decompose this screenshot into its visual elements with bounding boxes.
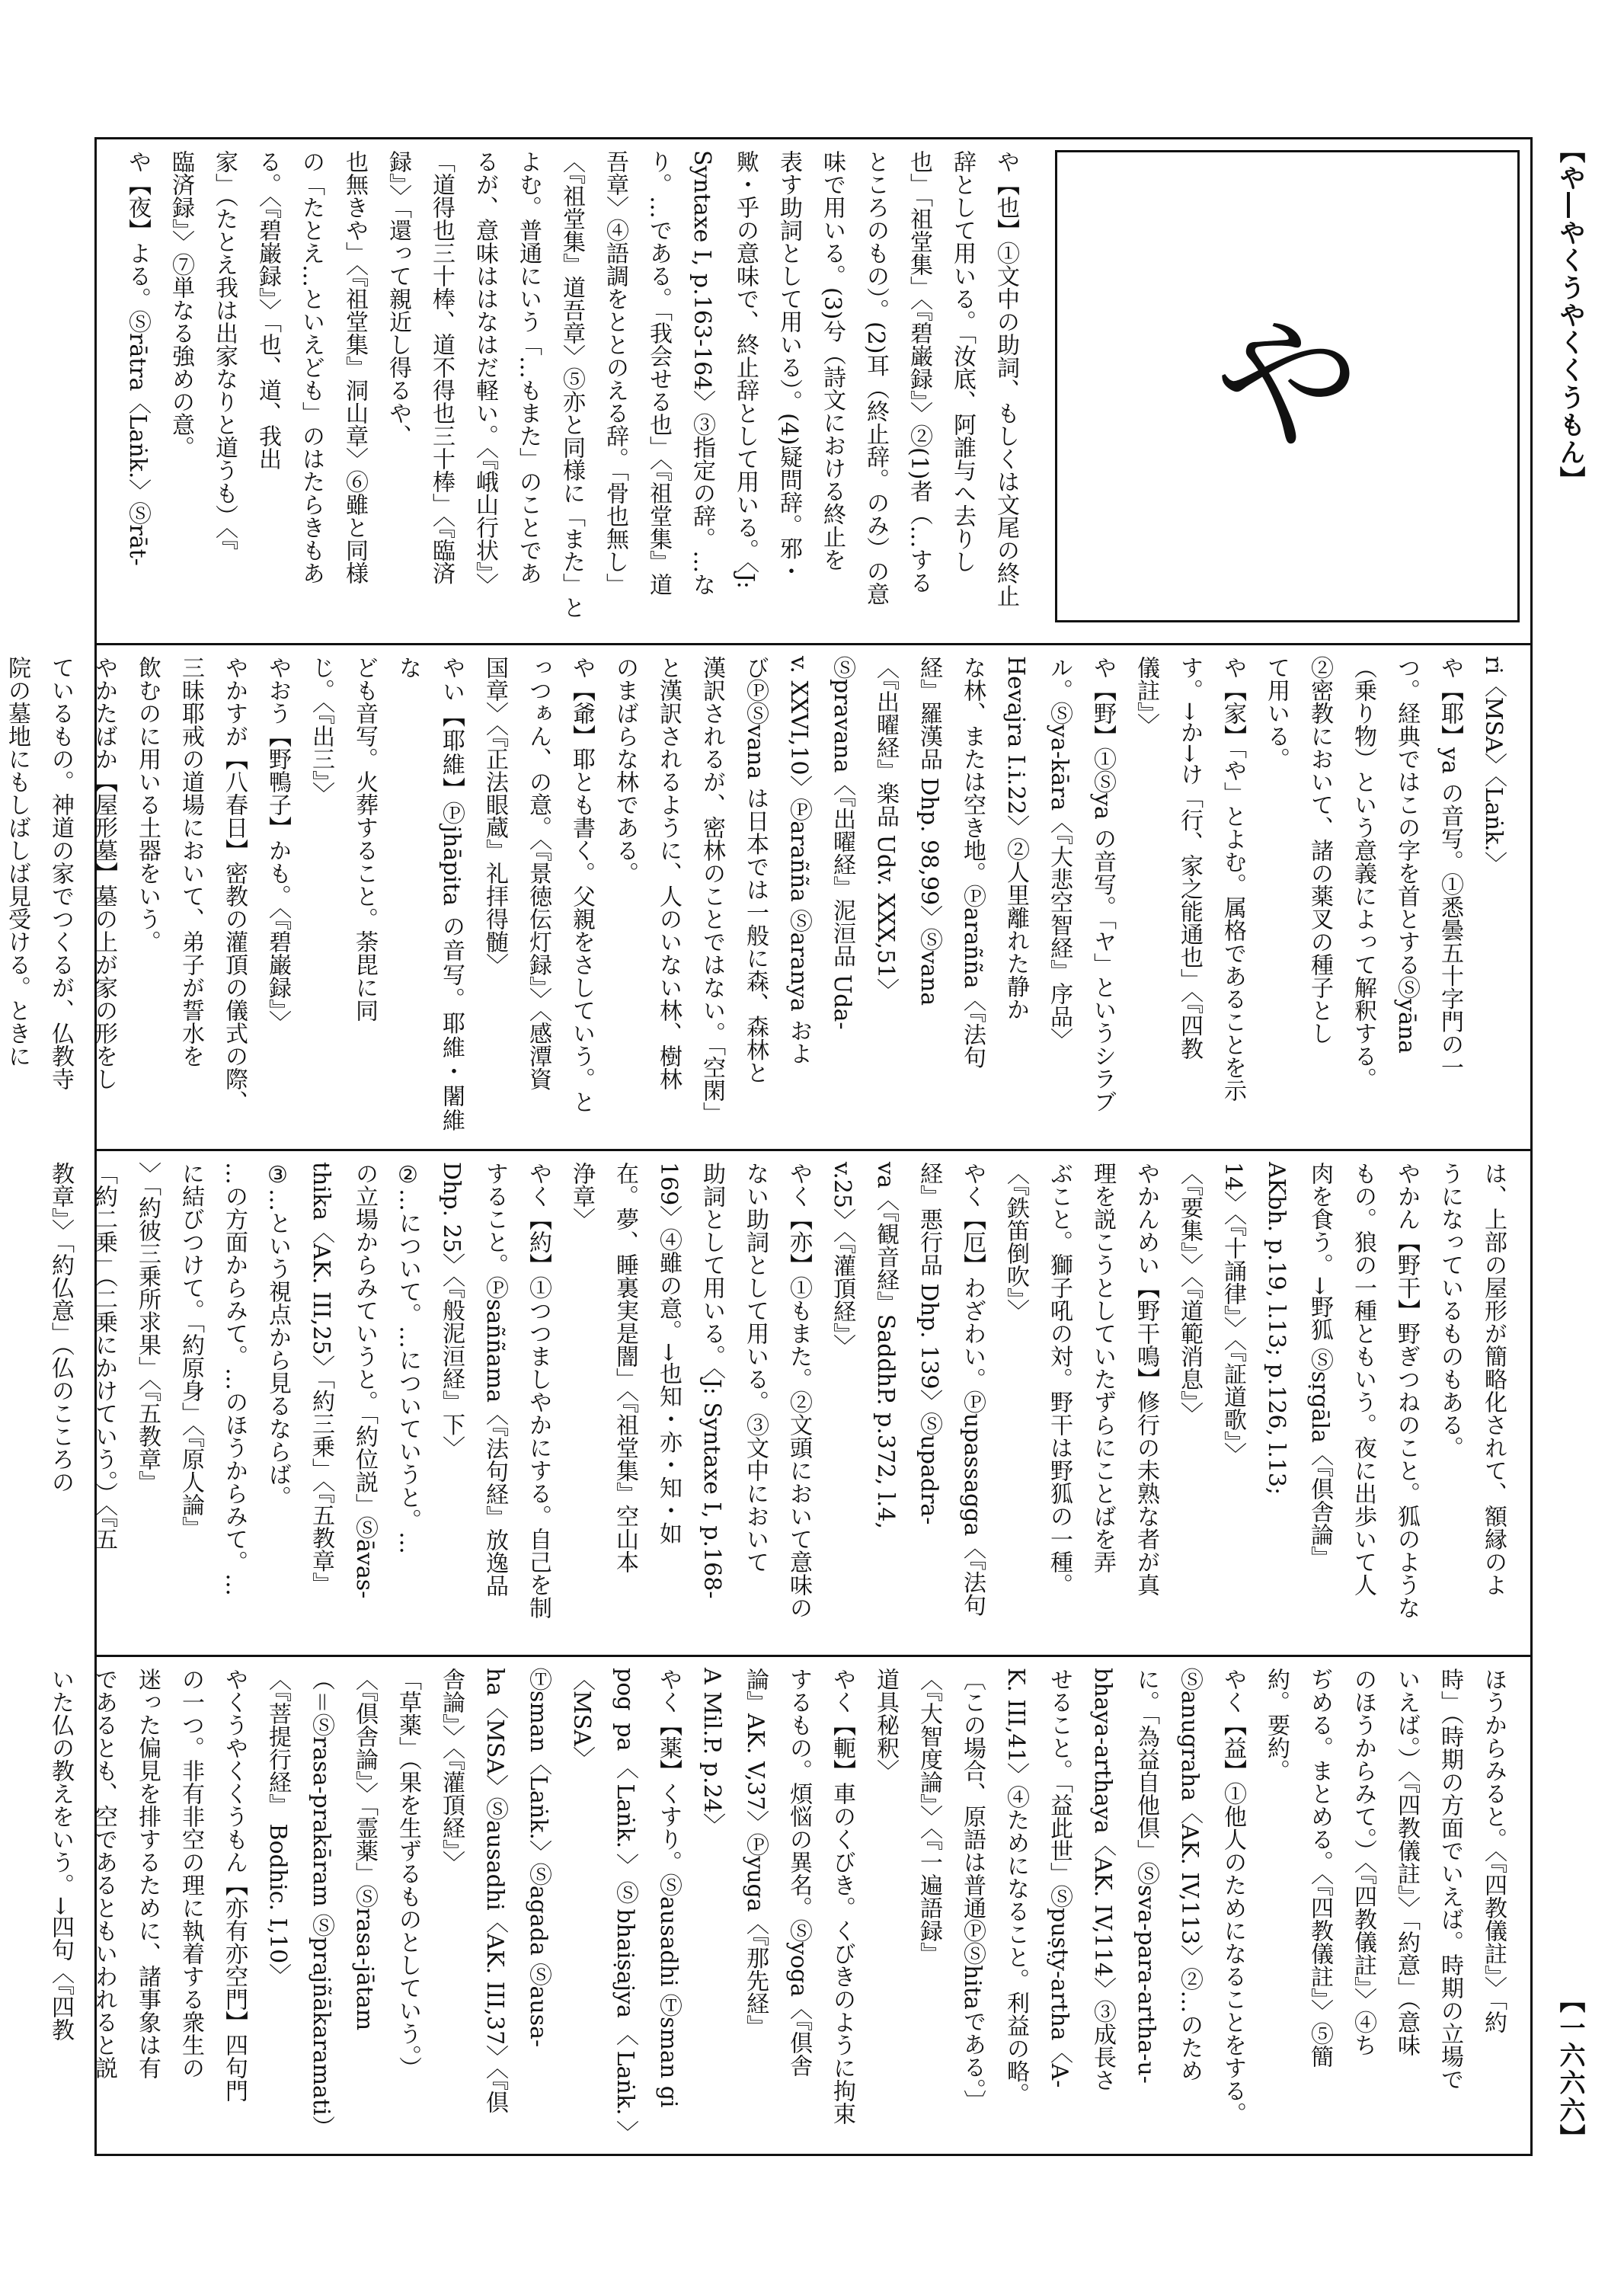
- text-column: るが、意味ははなはだ軽い。〈『峨山行状』〉: [472, 150, 498, 596]
- text-column: や【家】「や」とよむ。属格であることを示: [1220, 656, 1246, 1102]
- text-column: やくうやくくうもん【亦有亦空門】四句門: [221, 1668, 248, 2102]
- text-column: AKbh. p.19, l.13; p.126, l.13;: [1263, 1162, 1290, 1496]
- text-column: っつぁん、の意。〈『景徳伝灯録』〉〈感潭資: [525, 656, 551, 1090]
- text-column: 「約二乗」（二乗にかけていう。）〈『五: [91, 1162, 117, 1550]
- text-column: もの。狼の一種ともいう。夜に出歩いて人: [1350, 1162, 1376, 1596]
- text-column: のまばらな林である。: [612, 656, 638, 885]
- text-column: 漢訳されるが、密林のことではない。「空閑」: [699, 656, 725, 1125]
- text-column: A Mil.P. p.24〉: [699, 1668, 725, 1836]
- text-column: 約。要約。: [1263, 1668, 1290, 1782]
- text-column: やく【亦】①もまた。②文頭において意味の: [785, 1162, 812, 1619]
- text-column: 道具秘釈〉: [872, 1668, 899, 1782]
- text-column: 助詞として用いる。〈J: Syntaxe I, p.168-: [699, 1162, 725, 1599]
- text-column: 迷った偏見を排するために、諸事象は有: [134, 1668, 161, 2079]
- text-column: に。「為益自他倶」Ⓢsva-para-artha-u-: [1133, 1668, 1159, 2084]
- text-column: よむ。普通にいう「…もまた」のことであ: [515, 150, 542, 584]
- page-frame: [4, 137, 1533, 2156]
- text-column: いえば。）〈『四教儀註』〉「約意」（意味: [1393, 1668, 1420, 2056]
- text-column: 歟・乎の意味で、終止辞として用いる。〈J:: [732, 150, 759, 589]
- text-column: thika〈AK. III,25〉「約三乗」〈『五教章』: [308, 1162, 334, 1595]
- tier-3: [47, 1151, 1530, 1657]
- text-column: ほうからみると。〈『四教儀註』〉「約: [1480, 1668, 1507, 2033]
- text-column: 録』〉「還って親近し得るや、: [385, 150, 411, 447]
- text-column: の立場からみていうと。「約位説」Ⓢāvas-: [351, 1162, 378, 1599]
- text-column: （乗り物）という意義によって解釈する。: [1350, 656, 1376, 1090]
- text-column: 三昧耶戒の道場において、弟子が誓水を: [177, 656, 204, 1067]
- text-column: 〈『出曜経』楽品 Udv. XXX,51〉: [872, 656, 899, 1002]
- text-column: ているもの。神道の家でつくるが、仏教寺: [47, 656, 74, 1090]
- text-column: 舎論』〉〈『灌頂経』〉: [438, 1668, 465, 1873]
- text-column: 也無きや」〈『祖堂集』洞山章〉⑥雖と同様: [341, 150, 368, 584]
- text-column: やおう【野鴨子】かも。〈『碧巌録』〉: [264, 656, 291, 1033]
- text-column: 経』悪行品 Dhp. 139〉Ⓢupadra-: [916, 1162, 942, 1525]
- text-column: 〔この場合、原語は普通ⓅⓈhitaである。〕: [959, 1668, 986, 2113]
- text-column: 〈『大智度論』〉〈『一遍語録』: [916, 1668, 942, 1965]
- text-column: 国章〉〈『正法眼蔵』礼拝得髄〉: [481, 656, 508, 976]
- text-column: 〈『倶舎論』〉「霊薬」Ⓢrasa-jātam: [351, 1668, 378, 2031]
- text-column: すること。Ⓟsaññama〈『法句経』放逸品: [481, 1162, 508, 1598]
- text-column: びⓅⓈvana は日本では一般に森、森林と: [742, 656, 769, 1084]
- kana-heading: や: [1214, 302, 1360, 470]
- text-column: やい【耶維】Ⓟjhāpita の音写。耶維・闍維な: [395, 656, 465, 1131]
- text-column: va〈『観音経』SaddhP. p.372, l.4,: [872, 1162, 899, 1530]
- text-column: やく【軛】車のくびき。くびきのように拘束: [829, 1668, 855, 2125]
- text-column: K. III,41〉④ためになること。利益の略。: [1002, 1668, 1029, 2106]
- text-column: 肉を食う。→野狐 Ⓢsṛgāla〈『倶舎論』: [1306, 1162, 1333, 1569]
- text-column: 在。夢、睡裏実是闇」〈『祖堂集』空山本: [612, 1162, 638, 1573]
- text-column: や【野】①Ⓢya の音写。「ヤ」というシラブ: [1089, 656, 1116, 1113]
- text-column: ri〈MSA〉〈Laṅk.〉: [1480, 656, 1507, 875]
- text-column: す。→か→け「行、家之能通也」〈『四教: [1176, 656, 1203, 1061]
- text-column: じ。〈『出三』〉: [308, 656, 334, 805]
- text-column: 論』AK. V,37〉Ⓟyuga〈『那先経』: [742, 1668, 769, 2038]
- text-column: やく【厄】わざわい。Ⓟupassagga〈『法句: [959, 1162, 986, 1617]
- text-column: の「たとえ…といえども」のはたらきもあ: [298, 150, 324, 584]
- text-column: 「草薬」（果を生ずるものとしていう。）: [395, 1668, 421, 2079]
- text-column: Ⓢpravana〈『出曜経』泥洹品 Uda-: [829, 656, 855, 1030]
- text-column: やく【益】①他人のためになることをする。: [1220, 1668, 1246, 2125]
- text-column: v. XXVI,10〉Ⓟarañña Ⓢaranya およ: [785, 656, 812, 1065]
- text-column: 経』羅漢品 Dhp. 98,99〉Ⓢvana: [916, 656, 942, 1006]
- text-column: 院の墓地にもしばしば見受ける。ときに: [4, 656, 30, 1067]
- text-column: ③…という視点から見るならば。: [264, 1162, 291, 1508]
- text-column: 味で用いる。(3)兮（詩文における終止を: [819, 150, 846, 571]
- text-column: や【爺】耶とも書く。父親をさしていう。と: [568, 656, 595, 1113]
- text-column: bhaya-arthaya〈AK. IV,114〉③成長さ: [1089, 1668, 1116, 2091]
- text-column: と漢訳されるように、人のいない林、樹林: [655, 656, 682, 1090]
- text-column: いた仏の教えをいう。→四句〈『四教: [47, 1668, 74, 2042]
- tier-text: [39, 1668, 1515, 2143]
- text-column: な林、または空き地。Ⓟarañña〈『法句: [959, 656, 986, 1069]
- text-column: 〈『祖堂集』道吾章〉⑤亦と同様に「また」と: [558, 150, 585, 619]
- text-column: せること。「益此世」Ⓢpuṣṭy-artha〈A-: [1046, 1668, 1073, 2088]
- text-column: ル。Ⓢya-kāra〈『大悲空智経』序品〉: [1046, 656, 1073, 1051]
- text-column: Hevajra I.i.22〉②人里離れた静か: [1002, 656, 1029, 1021]
- text-column: Syntaxe I, p.163-164〉③指定の辞。…な: [689, 150, 715, 597]
- text-column: Ⓢanugraha〈AK. IV,113〉②…のため: [1176, 1668, 1203, 2082]
- kana-heading-box: [1055, 150, 1520, 622]
- text-column: やかんめい【野干鳴】修行の未熟な者が真: [1133, 1162, 1159, 1596]
- text-column: 儀註』〉: [1133, 656, 1159, 736]
- text-column: 〉「約彼三乗所求果」〈『五教章』: [134, 1162, 161, 1493]
- text-column: であるとも、空であるともいわれると説: [91, 1668, 117, 2079]
- text-column: やかたばか【屋形墓】墓の上が家の形をし: [91, 656, 117, 1090]
- text-column: 14〉〈『十誦律』〉〈『証道歌』〉: [1220, 1162, 1246, 1466]
- text-column: ぢめる。まとめる。〈『四教儀註』〉⑤簡: [1306, 1668, 1333, 2068]
- text-column: やかん【野干】野ぎつねのこと。狐のような: [1393, 1162, 1420, 1619]
- text-column: ども音写。火葬すること。荼毘に同: [351, 656, 378, 1022]
- text-column: ②密教において、諸の薬叉の種子とし: [1306, 656, 1333, 1045]
- text-column: 飲むのに用いる土器をいう。: [134, 656, 161, 953]
- text-column: 吾章〉④語調をととのえる辞。「骨也無し」: [602, 150, 628, 596]
- text-column: 時」（時期の方面でいえば。時期の立場で: [1437, 1668, 1463, 2091]
- text-column: の一つ。非有非空の理に執着する衆生の: [177, 1668, 204, 2079]
- text-column: Dhp. 25〉〈『般泥洹経』下〉: [438, 1162, 465, 1459]
- text-column: pog pa〈Laṅk.〉Ⓢbhaiṣajya〈Laṅk.〉〈MSA〉: [568, 1668, 638, 2143]
- tier-1: [97, 139, 1530, 645]
- text-column: 「道得也三十棒、道不得也三十棒」〈『臨済: [428, 150, 455, 584]
- text-column: 教章』〉「約仏意」（仏のこころの: [47, 1162, 74, 1493]
- tier-text: [39, 1162, 1515, 1637]
- text-column: Ⓣsman〈Laṅk.〉Ⓢagada Ⓢausa-: [525, 1668, 551, 2048]
- text-column: は、上部の屋形が簡略化されて、額縁のよ: [1480, 1162, 1507, 1596]
- page-number: 【一六六六】: [1555, 1987, 1585, 2151]
- text-column: ところのもの）。(2)耳（終止辞。のみ）の意: [862, 150, 889, 606]
- text-column: するもの。煩悩の異名。Ⓢyoga〈『倶舎: [785, 1668, 812, 2078]
- text-column: （＝Ⓢrasa-prakāram Ⓢprajñākaramati）: [308, 1668, 334, 2139]
- text-column: や【耶】ya の音写。①悉曇五十字門の一: [1437, 656, 1463, 1079]
- tier-text: [0, 656, 1515, 1131]
- text-column: 臨済録』〉⑦単なる強めの意。: [168, 150, 194, 459]
- text-column: り。…である。「我会せる也」〈『祖堂集』道: [645, 150, 672, 596]
- text-column: うになっているものもある。: [1437, 1162, 1463, 1459]
- text-column: 169〉④雖の意。→也知・亦・知・如: [655, 1162, 682, 1545]
- text-column: のほうからみて。）〈『四教儀註』〉④ち: [1350, 1668, 1376, 2056]
- text-column: 〈『鉄笛倒吹』〉: [1002, 1162, 1029, 1322]
- text-column: 表す助詞として用いる）。(4)疑問辞。邪・: [775, 150, 802, 583]
- text-column: ha〈MSA〉Ⓢausadhi〈AK. III,37〉〈『倶: [481, 1668, 508, 2114]
- text-column: ぶこと。獅子吼の対。野干は野狐の一種。: [1046, 1162, 1073, 1596]
- text-column: 家」（たとえ我は出家なりと道うも）〈『: [211, 150, 238, 550]
- text-column: や【也】①文中の助詞、もしくは文尾の終止: [993, 150, 1019, 607]
- tier-text: [116, 150, 1028, 625]
- text-column: 辞として用いる。「汝底、阿誰与へ去りし: [949, 150, 976, 573]
- text-column: やく【薬】くすり。Ⓢausadhi Ⓣsman gi: [655, 1668, 682, 2108]
- tier-4: [47, 1657, 1530, 2154]
- text-column: に結びつけて。「約原身」〈『原人論』: [177, 1162, 204, 1539]
- text-column: る。〈『碧巌録』〉「也、道、我出: [254, 150, 281, 470]
- text-column: や【夜】よる。Ⓢrātra〈Laṅk.〉Ⓢrāt-: [124, 150, 151, 566]
- text-column: 理を説こうとしていたずらにことばを弄: [1089, 1162, 1116, 1573]
- text-column: ない助詞として用いる。③文中において: [742, 1162, 769, 1573]
- text-column: やかすが【八春日】密教の灌頂の儀式の際、: [221, 656, 248, 1113]
- text-column: やく【約】①つつましやかにする。自己を制: [525, 1162, 551, 1619]
- text-column: ②…について。…についていうと。…: [395, 1162, 421, 1554]
- text-column: 〈『菩提行経』 Bodhic. I,10〉: [264, 1668, 291, 1987]
- text-column: …の方面からみて。…のほうからみて。…: [221, 1162, 248, 1596]
- text-column: 浄章〉: [568, 1162, 595, 1230]
- text-column: て用いる。: [1263, 656, 1290, 770]
- text-column: 〈『要集』〉〈『道範消息』〉: [1176, 1162, 1203, 1425]
- running-head: 【や―やくうやくくうもん】: [1555, 137, 1585, 494]
- text-column: 也」「祖堂集」〈『碧巌録』〉②(1)者（…する: [906, 150, 932, 594]
- text-column: つ。経典ではこの字を首とするⓈyāna: [1393, 656, 1420, 1054]
- text-column: v.25〉〈『灌頂経』〉: [829, 1162, 855, 1358]
- tier-2: [4, 645, 1530, 1151]
